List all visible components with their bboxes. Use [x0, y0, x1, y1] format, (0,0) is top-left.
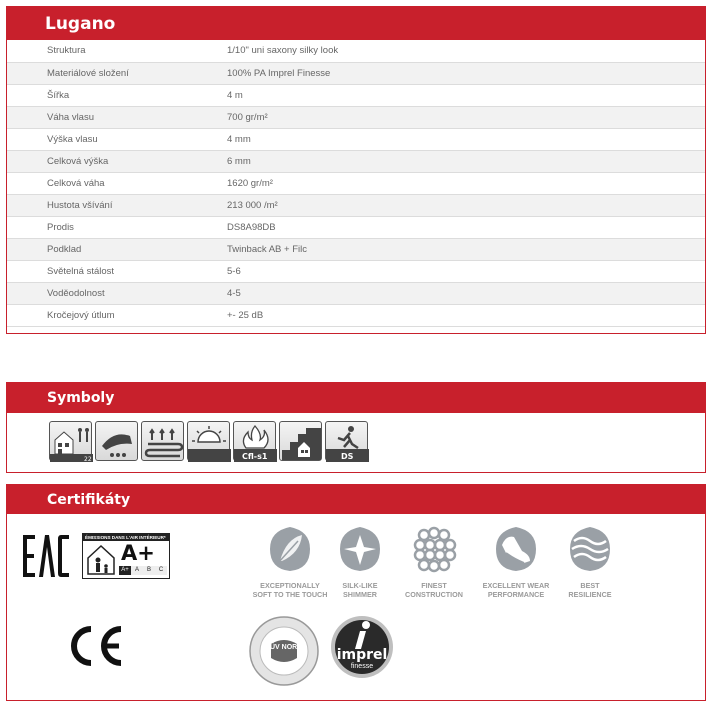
- underfloor-heating-icon: [141, 421, 184, 461]
- fire-class-text: Cfl-s1: [242, 452, 268, 461]
- emissions-grade: A+: [121, 541, 155, 565]
- spec-label: Prodis: [7, 216, 227, 238]
- symbols-panel: [6, 382, 706, 473]
- feature-wear: EXCELLENT WEAR PERFORMANCE: [471, 525, 561, 599]
- tuv-nord-seal: [249, 614, 319, 688]
- spec-value: 6 mm: [227, 150, 705, 172]
- house-icon: [86, 544, 116, 576]
- spec-row: [7, 194, 705, 216]
- imprel-finesse-logo: [330, 615, 394, 679]
- sparkle-icon: [336, 525, 384, 573]
- spec-row: [7, 106, 705, 128]
- spec-label: Výška vlasu: [7, 128, 227, 150]
- imprel-text: imprel: [336, 647, 388, 663]
- spec-panel: [6, 6, 706, 334]
- spec-label: Voděodolnost: [7, 282, 227, 304]
- residential-use-icon: [49, 421, 92, 461]
- feature-resilience: BEST RESILIENCE: [545, 525, 635, 599]
- spec-label: Světelná stálost: [7, 260, 227, 282]
- feather-icon: [266, 525, 314, 573]
- spec-row: [7, 150, 705, 172]
- ce-mark: [63, 623, 127, 674]
- emissions-label: [82, 533, 170, 579]
- spec-row: [7, 128, 705, 150]
- spec-label: Struktura: [7, 40, 227, 62]
- certificates-title: Certifikáty: [7, 485, 705, 514]
- ds-text: DS: [341, 452, 354, 461]
- certificates-panel: [6, 484, 706, 701]
- spec-value: Twinback AB + Filc: [227, 238, 705, 260]
- spec-row: [7, 304, 705, 326]
- spec-label: Celková váha: [7, 172, 227, 194]
- spec-label: Šířka: [7, 84, 227, 106]
- spec-value: +- 25 dB: [227, 304, 705, 326]
- spec-value: DS8A98DB: [227, 216, 705, 238]
- spec-row: [7, 40, 705, 62]
- spec-value: 4-5: [227, 282, 705, 304]
- spec-value: 700 gr/m²: [227, 106, 705, 128]
- spec-value: 100% PA Imprel Finesse: [227, 62, 705, 84]
- feature-soft: EXCEPTIONALLY SOFT TO THE TOUCH: [245, 525, 335, 599]
- wave-icon: [566, 525, 614, 573]
- imprel-sub-text: finesse: [350, 663, 374, 670]
- spec-row: [7, 282, 705, 304]
- spec-row: [7, 172, 705, 194]
- feature-shimmer: SILK-LIKE SHIMMER: [315, 525, 405, 599]
- spec-label: Hustota všívání: [7, 194, 227, 216]
- spec-value: 4 m: [227, 84, 705, 106]
- symbols-title: Symboly: [7, 383, 705, 413]
- spec-label: Materiálové složení: [7, 62, 227, 84]
- spec-value: 5-6: [227, 260, 705, 282]
- shoe-icon: [492, 525, 540, 573]
- light-fastness-icon: [187, 421, 230, 461]
- stairs-icon: [279, 421, 322, 461]
- castor-chair-icon: [95, 421, 138, 461]
- emissions-header: ÉMISSIONS DANS L'AIR INTÉRIEUR*: [83, 534, 169, 541]
- eac-logo: [21, 533, 73, 584]
- feature-construction: FINEST CONSTRUCTION: [389, 525, 479, 599]
- ds-rating-icon: [325, 421, 368, 461]
- spec-label: Kročejový útlum: [7, 304, 227, 326]
- spec-label: Váha vlasu: [7, 106, 227, 128]
- spec-row: [7, 62, 705, 84]
- spec-table: [7, 40, 705, 327]
- spec-value: 1/10" uni saxony silky look: [227, 40, 705, 62]
- spec-value: 1620 gr/m²: [227, 172, 705, 194]
- spec-value: 213 000 /m²: [227, 194, 705, 216]
- spec-row: [7, 238, 705, 260]
- residential-class-text: 22: [84, 456, 92, 462]
- spec-value: 4 mm: [227, 128, 705, 150]
- tuv-text: TÜV NORD: [265, 644, 303, 651]
- spec-title: Lugano: [7, 7, 705, 40]
- spec-row: [7, 260, 705, 282]
- spec-label: Podklad: [7, 238, 227, 260]
- spec-label: Celková výška: [7, 150, 227, 172]
- fire-rating-icon: [233, 421, 276, 461]
- spec-row: [7, 216, 705, 238]
- yarn-icon: [410, 525, 458, 573]
- symbols-row: [49, 421, 368, 461]
- spec-row: [7, 84, 705, 106]
- emissions-scale: A+ A B C: [119, 566, 167, 575]
